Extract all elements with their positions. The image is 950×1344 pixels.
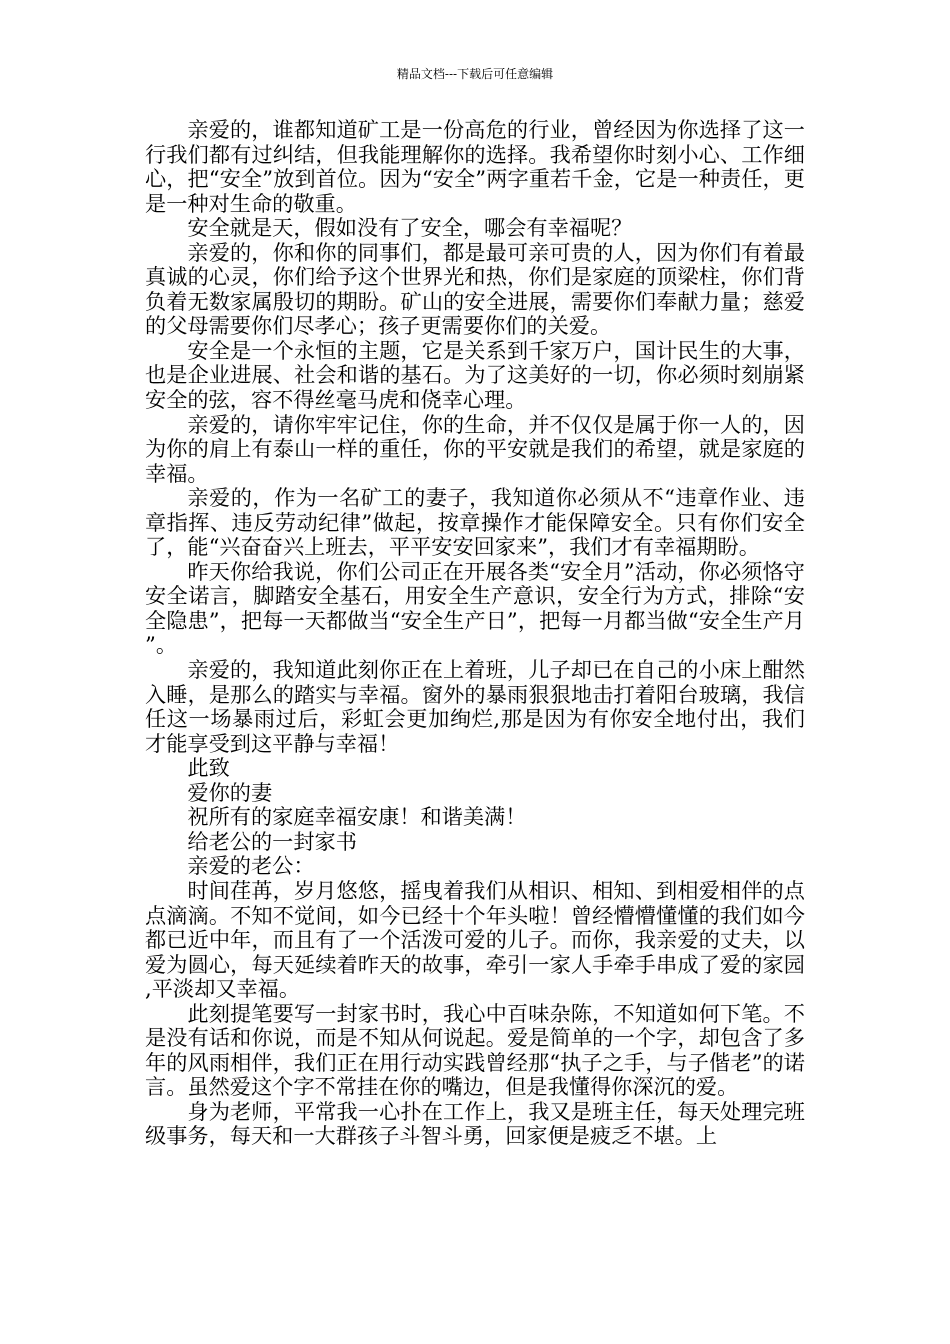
letter-title: 给老公的一封家书: [187, 828, 357, 854]
paragraph-6: 亲爱的，作为一名矿工的妻子，我知道你必须从不“违章作业、违章指挥、违反劳动纪律”做起，按章操作才能保障安全。只有你们安全了，能“兴奋奋兴上班去，平平安安回家来”，我们才有幸福期盼。: [145, 485, 805, 560]
paragraph-2: 安全就是天，假如没有了安全，哪会有幸福呢？: [187, 215, 633, 241]
closing-salutation: 此致: [187, 755, 230, 781]
paragraph-11: 身为老师，平常我一心扑在工作上，我又是班主任，每天处理完班级事务，每天和一大群孩子斗智斗勇，回家便是疲乏不堪。上: [145, 1098, 805, 1149]
document-body: [145, 118, 805, 1149]
paragraph-7: 昨天你给我说，你们公司正在开展各类“安全月”活动，你必须恪守安全诺言，脚踏安全基石，用安全生产意识，安全行为方式，排除“安全隐患”，把每一天都做当“安全生产日”，把每一月都当做“安全生产月”。: [145, 558, 805, 658]
paragraph-1: 亲爱的，谁都知道矿工是一份高危的行业，曾经因为你选择了这一行我们都有过纠结，但我能理解你的选择。我希望你时刻小心、工作细心，把“安全”放到首位。因为“安全”两字重若千金，它是一种责任，更是一种对生命的敬重。: [145, 117, 805, 216]
paragraph-5: 亲爱的，请你牢牢记住，你的生命，并不仅仅是属于你一人的，因为你的肩上有泰山一样的重任，你的平安就是我们的希望，就是家庭的幸福。: [145, 411, 805, 486]
page-header: 精品文档---下载后可任意编辑: [396, 67, 554, 81]
paragraph-4: 安全是一个永恒的主题，它是关系到千家万户，国计民生的大事，也是企业进展、社会和谐的基石。为了这美好的一切，你必须时刻崩紧安全的弦，容不得丝毫马虎和侥幸心理。: [145, 337, 805, 413]
letter-greeting: 亲爱的老公：: [187, 853, 315, 879]
closing-wish: 祝所有的家庭幸福安康！和谐美满！: [187, 804, 527, 830]
paragraph-3: 亲爱的，你和你的同事们，都是最可亲可贵的人，因为你们有着最真诚的心灵，你们给予这个世界光和热，你们是家庭的顶梁柱，你们背负着无数家属殷切的期盼。矿山的安全进展，需要你们奉献力量；慈爱的父母需要你们尽孝心；孩子更需要你们的关爱。: [145, 239, 805, 339]
paragraph-9: 时间荏苒，岁月悠悠，摇曳着我们从相识、相知、到相爱相伴的点点滴滴。不知不觉间，如今已经十个年头啦！曾经懵懵懂懂的我们如今都已近中年，而且有了一个活泼可爱的儿子。而你，我亲爱的丈夫，以爱为圆心，每天延续着昨天的故事，牵引一家人手牵手串成了爱的家园,平淡却又幸福。: [145, 877, 805, 1002]
paragraph-8: 亲爱的，我知道此刻你正在上着班，儿子却已在自己的小床上酣然入睡，是那么的踏实与幸福。窗外的暴雨狠狠地击打着阳台玻璃，我信任这一场暴雨过后，彩虹会更加绚烂,那是因为有你安全地付出，我们才能享受到这平静与幸福！: [145, 657, 805, 756]
signature: 爱你的妻: [187, 779, 273, 805]
paragraph-10: 此刻提笔要写一封家书时，我心中百味杂陈，不知道如何下笔。不是没有话和你说，而是不知从何说起。爱是简单的一个字，却包含了多年的风雨相伴，我们正在用行动实践曾经那“执子之手，与子偕老”的诺言。虽然爱这个字不常挂在你的嘴边，但是我懂得你深沉的爱。: [145, 1000, 805, 1100]
